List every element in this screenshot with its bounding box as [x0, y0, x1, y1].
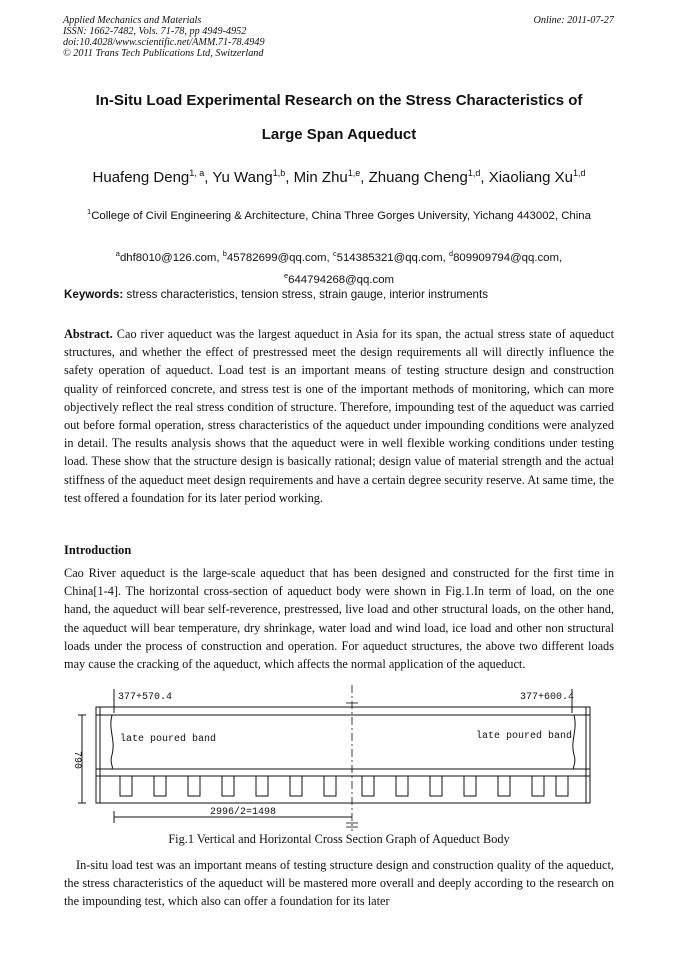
author-name: Yu Wang — [212, 169, 273, 186]
keywords — [64, 288, 488, 301]
doi-line: doi:10.4028/www.scientific.net/AMM.71-78.4949 — [63, 37, 265, 48]
bottom-ribs — [120, 776, 568, 796]
email-link[interactable]: 514385321@qq.com — [336, 251, 443, 264]
abstract — [64, 325, 614, 507]
email-superscript: d — [448, 249, 454, 258]
journal-header — [63, 15, 265, 59]
email-superscript: c — [332, 249, 337, 258]
paper-title-line2: Large Span Aqueduct — [261, 126, 417, 143]
email-superscript: b — [222, 249, 227, 258]
paper-title-line1: In-Situ Load Experimental Research on the Stress Characteristics of — [95, 92, 583, 109]
author-superscript: 1,b — [272, 168, 286, 178]
email-link[interactable]: 644794268@qq.com — [288, 273, 395, 286]
issn-line: ISSN: 1662-7482, Vols. 71-78, pp 4949-4952 — [63, 26, 247, 37]
station-label-right: 377+600.4 — [520, 692, 575, 703]
height-dimension-label: 790 — [71, 751, 82, 770]
author-name: Zhuang Cheng — [368, 169, 468, 186]
half-span-dimension-label: 2996/2=1498 — [210, 807, 277, 818]
introduction-paragraph-1: Cao River aqueduct is the large-scale aqueduct that has been designed and constructed for the first time in China[1-4]. The horizontal cross-section of aqueduct body were shown in Fig.1.In term of load, on the one hand, the aqueduct will bear self-reverence, prestressed, live load and other structural loads, on the other hand, the aqueduct will bear temperature, dry shrinkage, water load and wind load, ice load and other non structural loads under the process of construction and operation. For aqueduct structures, the above two different loads may cause the cracking of the aqueduct, which affects the normal application of the aqueduct. — [64, 566, 614, 672]
introduction-paragraph-2: In-situ load test was an important means of testing structure design and construction quality of the aqueduct, the stress characteristics of the aqueduct will be mastered more overall and deeply according to the research on the impounding test, which also can offer a foundation for its later — [64, 858, 614, 909]
aqueduct-cross-section-figure — [68, 685, 613, 833]
author-name: Min Zhu — [293, 169, 348, 186]
author-superscript: 1,e — [347, 168, 361, 178]
affiliation-text: College of Civil Engineering & Architecture, China Three Gorges University, Yichang 443002, China — [91, 209, 591, 222]
author-superscript: 1, a — [189, 168, 205, 178]
right-band-break-line — [573, 715, 575, 769]
aqueduct-outline — [96, 707, 590, 803]
late-poured-band-label-right: late poured band — [476, 731, 573, 742]
author-name: Xiaoliang Xu — [488, 169, 573, 186]
keywords-text: stress characteristics, tension stress, strain gauge, interior instruments — [126, 288, 488, 301]
author-name: Huafeng Deng — [92, 169, 190, 186]
station-label-left: 377+570.4 — [118, 692, 173, 703]
copyright-line: © 2011 Trans Tech Publications Ltd, Switzerland — [63, 48, 264, 59]
email-superscript: e — [283, 270, 289, 280]
left-band-break-line — [111, 715, 113, 769]
email-list: $^a$dhf8010@126.com, $^b$45782699@qq.com, $^c$514385321@qq.com, $^d$809909794@qq.com, $^e$644794268@qq.com — [115, 249, 563, 286]
email-link[interactable]: 809909794@qq.com — [453, 251, 560, 264]
author-superscript: 1,d — [467, 168, 481, 178]
figure-caption: Fig.1 Vertical and Horizontal Cross Section Graph of Aqueduct Body — [168, 832, 510, 846]
keywords-label: Keywords: — [64, 288, 124, 301]
introduction-heading: Introduction — [64, 543, 132, 557]
abstract-label: Abstract. — [64, 327, 113, 341]
author-list: Huafeng Deng$^{1, a}$, Yu Wang$^{1,b}$, Min Zhu$^{1,e}$, Zhuang Cheng$^{1,d}$, Xiaoliang Xu$^{1,d}$ — [92, 168, 586, 186]
email-link[interactable]: 45782699@qq.com — [226, 251, 327, 264]
late-poured-band-label-left: late poured band — [120, 734, 217, 745]
author-superscript: 1,d — [572, 168, 586, 178]
email-link[interactable]: dhf8010@126.com — [119, 251, 217, 264]
online-date: Online: 2011-07-27 — [533, 15, 614, 26]
journal-name: Applied Mechanics and Materials — [63, 15, 202, 26]
affiliation-superscript: 1 — [87, 207, 92, 216]
abstract-text: Cao river aqueduct was the largest aqueduct in Asia for its span, the actual stress state of aqueduct structures, and whether the effect of prestressed meet the design requirements all will directly influence the safety operation of aqueduct. Load test is an important means of testing structure design and construction quality of reinforced concrete, and stress test is one of the important methods of monitoring, which can more objectively reflect the real stress condition of structure. Therefore, impounding test of the aqueduct was carried out before formal operation, stress characteristics of the aqueduct under impounding conditions were analyzed in detail. The results analysis shows that the aqueduct were in well flexible working conditions under testing load. These show that the structure design is basically rational; design value of material strength and the actual stiffness of the aqueduct meet design requirements and have a certain degree security reserve. At same time, the test offered a foundation for its later period working. — [64, 327, 614, 505]
email-superscript: a — [115, 249, 120, 258]
affiliation — [40, 203, 638, 225]
